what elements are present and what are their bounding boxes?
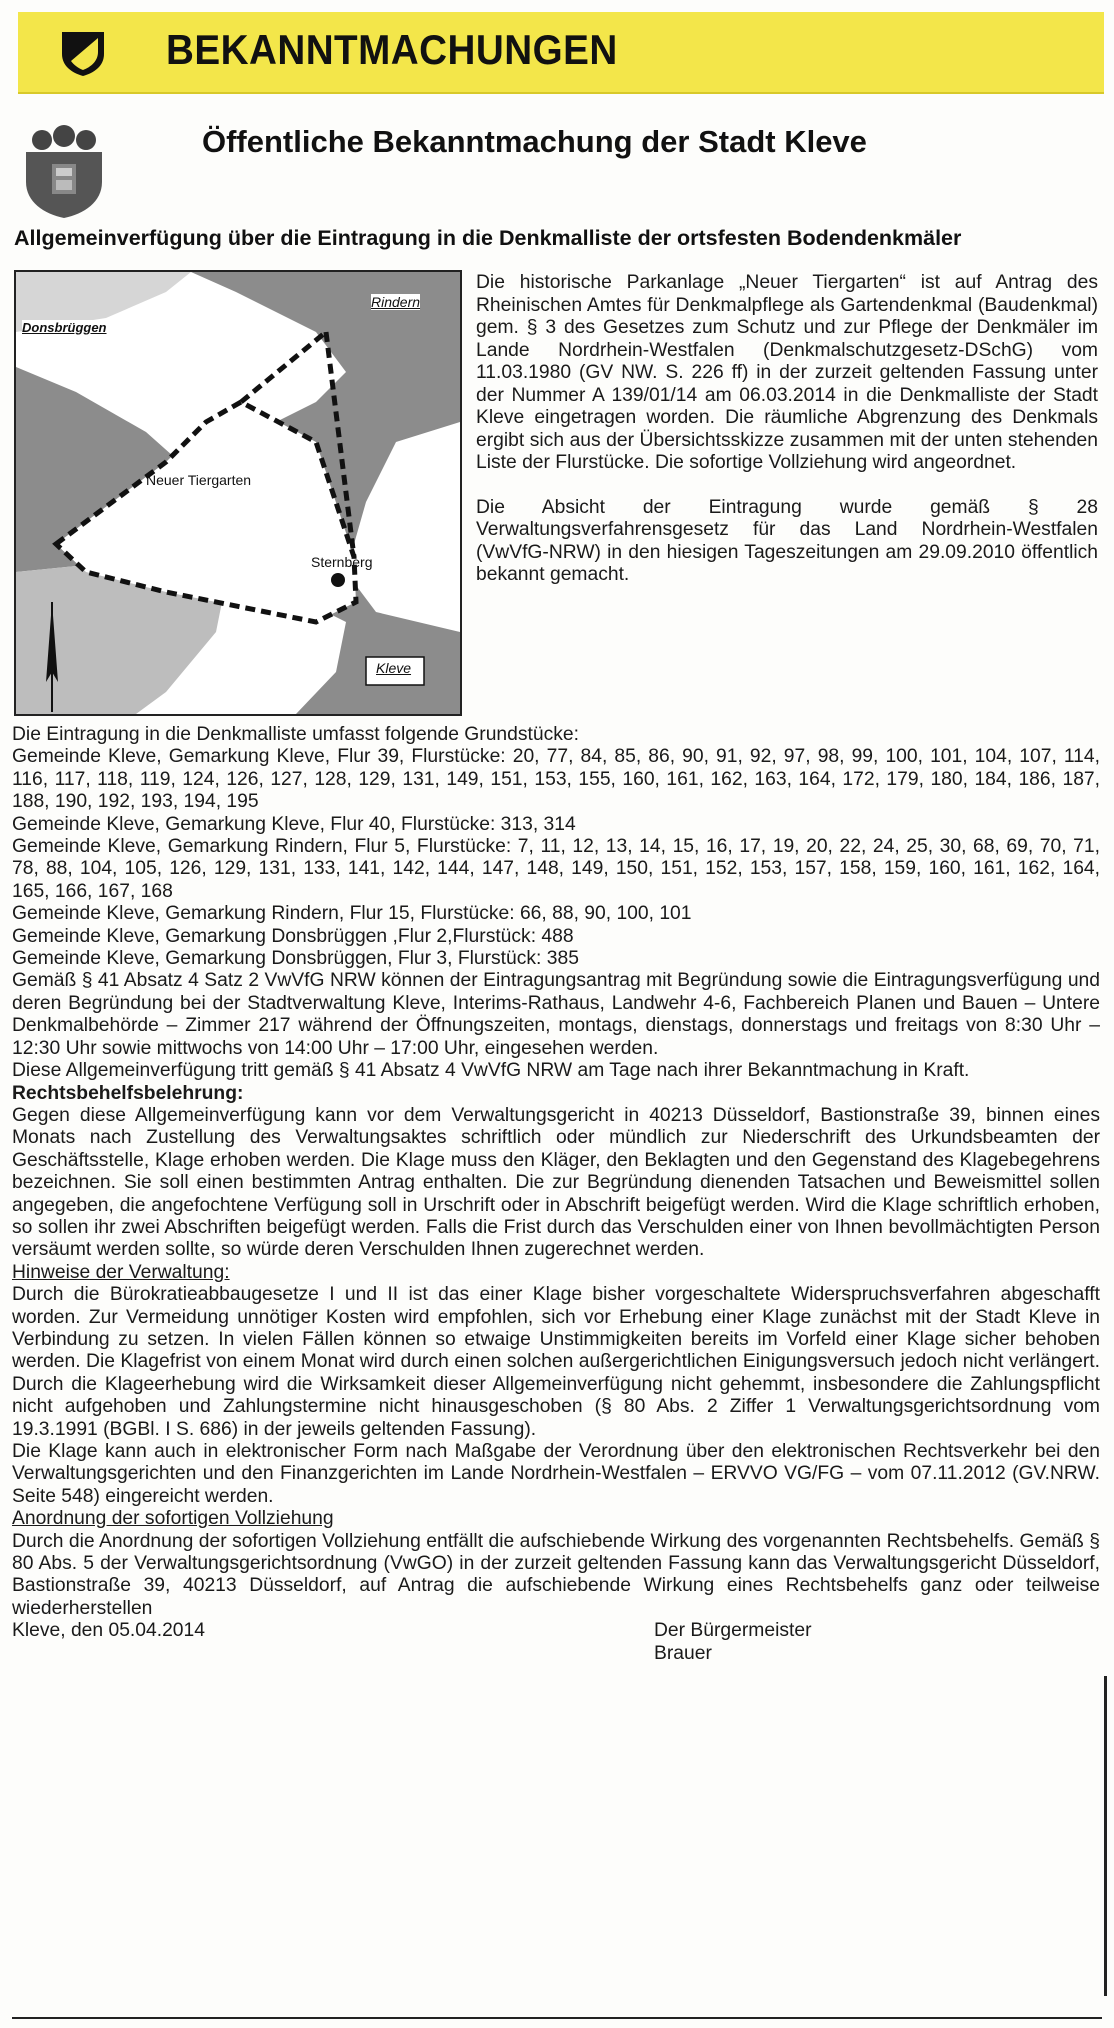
parcel-entry: Gemeinde Kleve, Gemarkung Donsbrüggen ,Flur 2,Flurstück: 488 [12,925,574,947]
signature-name-row [12,1643,1100,1665]
admin-heading: Hinweise der Verwaltung: [12,1261,230,1283]
banner-title: BEKANNTMACHUNGEN [166,26,618,73]
column-rule [1104,1676,1107,1996]
overview-map [14,270,462,716]
map-drawing [16,272,460,714]
parcel-entry: Gemeinde Kleve, Gemarkung Kleve, Flur 40, Flurstücke: 313, 314 [12,813,576,835]
map-label-tiergarten: Neuer Tiergarten [146,472,252,488]
section-banner [18,12,1104,94]
legal-paragraph: Gegen diese Allgemeinverfügung kann vor dem Verwaltungsgericht in 40213 Düsseldorf, Bastionstraße 39, binnen eines Monats nach Zustellung des Verwaltungsaktes schriftlich oder mündlich zur Niederschrift des Urkundsbeamten der Geschäftsstelle, Klage erhoben werden. Die Klage muss den Kläger, den Beklagten und den Gegenstand des Klagebegehrens bezeichnen. Sie soll einen bestimmten Antrag enthalten. Die zur Begründung dienenden Tatsachen und Beweismittel sollen angegeben, die angefochtene Verfügung soll in Urschrift oder in Abschrift beigefügt werden. Wird die Klage schriftlich erhoben, so sollen ihr zwei Abschriften beigefügt werden. Falls die Frist durch das Verschulden einer von Ihnen bevollmächtigten Person versäumt werden sollte, so würde deren Verschulden Ihnen zugerechnet werden. [12,1104,1100,1261]
signature-row [12,1620,1100,1642]
intro-text [476,272,1098,609]
parcel-entry: Gemeinde Kleve, Gemarkung Rindern, Flur 15, Flurstücke: 66, 88, 90, 100, 101 [12,903,692,925]
intro-paragraph-2: Die Absicht der Eintragung wurde gemäß § 28 Verwaltungsverfahrensgesetz für das Land Nordrhein-Westfalen (VwVfG-NRW) in den hiesigen Tageszeitungen am 29.09.2010 öffentlich bekannt gemacht. [476,496,1098,585]
main-body [12,724,1100,1665]
bottom-rule [12,2017,1102,2019]
order-heading: Anordnung der sofortigen Vollziehung [12,1508,334,1530]
intro-paragraph-1: Die historische Parkanlage „Neuer Tiergarten“ ist auf Antrag des Rheinischen Amtes für Denkmalpflege als Gartendenkmal (Baudenkmal) gem. § 3 des Gesetzes zum Schutz und zur Pflege der Denkmäler im Lande Nordrhein-Westfalen (Denkmalschutzgesetz-DSchG) vom 11.03.1980 (GV NW. S. 226 ff) in der zurzeit geltenden Fassung unter der Nummer A 139/01/14 am 06.03.2014 in die Denkmalliste der Stadt Kleve eingetragen worden. Die räumliche Abgrenzung des Denkmals ergibt sich aus der Übersichtsskizze zusammen mit der unten stehenden Liste der Flurstücke. Die sofortige Vollziehung wird angeordnet. [476,272,1098,473]
page-subtitle: Allgemeinverfügung über die Eintragung in die Denkmalliste der ortsfesten Bodendenkmäler [14,226,962,250]
map-label-sternberg: Sternberg [311,554,373,570]
signer-name: Brauer [654,1642,712,1664]
shield-logo-icon [58,28,108,78]
page-title: Öffentliche Bekanntmachung der Stadt Kleve [202,124,867,159]
city-crest-icon [22,122,106,220]
map-label-rindern: Rindern [371,294,421,310]
signer-title: Der Bürgermeister [654,1620,812,1642]
map-label-donsbrueggen: Donsbrüggen [22,320,107,335]
parcel-entry: Gemeinde Kleve, Gemarkung Kleve, Flur 39, Flurstücke: 20, 77, 84, 85, 86, 90, 91, 92, 97, 98, 99, 100, 101, 104, 107, 114, 116, 117, 118, 119, 124, 126, 127, 128, 129, 131, 149, 151, 153, 155, 160, 161, 162, 163, 164, 172, 179, 180, 184, 186, 187, 188, 190, 192, 193, 194, 195 [12,746,1100,813]
inspection-paragraph: Gemäß § 41 Absatz 4 Satz 2 VwVfG NRW können der Eintragungsantrag mit Begründung sowie die Eintragungsverfügung und deren Begründung bei der Stadtverwaltung Kleve, Interims-Rathaus, Landwehr 4-6, Fachbereich Planen und Bauen – Untere Denkmalbehörde – Zimmer 217 während der Öffnungszeiten, montags, dienstags, donnerstags und freitags von 8:30 Uhr – 12:30 Uhr sowie mittwochs von 14:00 Uhr – 17:00 Uhr, eingesehen werden. [12,970,1100,1059]
effect-paragraph: Diese Allgemeinverfügung tritt gemäß § 41 Absatz 4 VwVfG NRW am Tage nach ihrer Bekanntmachung in Kraft. [12,1060,970,1082]
parcel-list-intro: Die Eintragung in die Denkmalliste umfasst folgende Grundstücke: [12,724,579,745]
electronic-paragraph: Die Klage kann auch in elektronischer Form nach Maßgabe der Verordnung über den elektronischen Rechtsverkehr bei den Verwaltungsgerichten und den Finanzgerichten im Lande Nordrhein-Westfalen – ERVVO VG/FG – vom 07.11.2012 (GV.NRW. Seite 548) eingereicht werden. [12,1441,1100,1507]
place-date: Kleve, den 05.04.2014 [12,1620,205,1642]
parcel-entry: Gemeinde Kleve, Gemarkung Donsbrüggen, Flur 3, Flurstück: 385 [12,948,579,970]
legal-heading: Rechtsbehelfsbelehrung: [12,1082,244,1104]
order-paragraph: Durch die Anordnung der sofortigen Vollziehung entfällt die aufschiebende Wirkung des vorgenannten Rechtsbehelfs. Gemäß § 80 Abs. 5 der Verwaltungsgerichtsordnung (VwGO) in der zurzeit geltenden Fassung kann das Verwaltungsgericht Düsseldorf, Bastionstraße 39, 40213 Düsseldorf, auf Antrag die aufschiebende Wirkung eines Rechtsbehelfs ganz oder teilweise wiederherstellen [12,1530,1100,1619]
parcel-entry: Gemeinde Kleve, Gemarkung Rindern, Flur 5, Flurstücke: 7, 11, 12, 13, 14, 15, 16, 17, 19, 20, 22, 24, 25, 30, 68, 69, 70, 71, 78, 88, 104, 105, 126, 129, 131, 133, 141, 142, 144, 147, 148, 149, 150, 151, 152, 153, 157, 158, 159, 160, 161, 162, 164, 165, 166, 167, 168 [12,836,1100,902]
admin-paragraph: Durch die Bürokratieabbaugesetze I und II ist das einer Klage bisher vorgeschaltete Widerspruchsverfahren abgeschafft worden. Zur Vermeidung unnötiger Kosten wird empfohlen, sich vor Erhebung einer Klage zunächst mit der Stadt Kleve in Verbindung zu setzen. In vielen Fällen können so etwaige Unstimmigkeiten bereits im Vorfeld einer Klage sicher behoben werden. Die Klagefrist von einem Monat wird durch einen solchen außergerichtlichen Einigungsversuch jedoch nicht verlängert. Durch die Klageerhebung wird die Wirksamkeit dieser Allgemeinverfügung nicht gehemmt, insbesondere die Zahlungspflicht nicht aufgehoben und Zahlungstermine nicht hinausgeschoben (§ 80 Abs. 2 Ziffer 1 Verwaltungsgerichtsordnung vom 19.3.1991 (BGBl. I S. 686) in der jeweils geltenden Fassung). [12,1284,1100,1440]
map-label-kleve: Kleve [376,660,412,676]
